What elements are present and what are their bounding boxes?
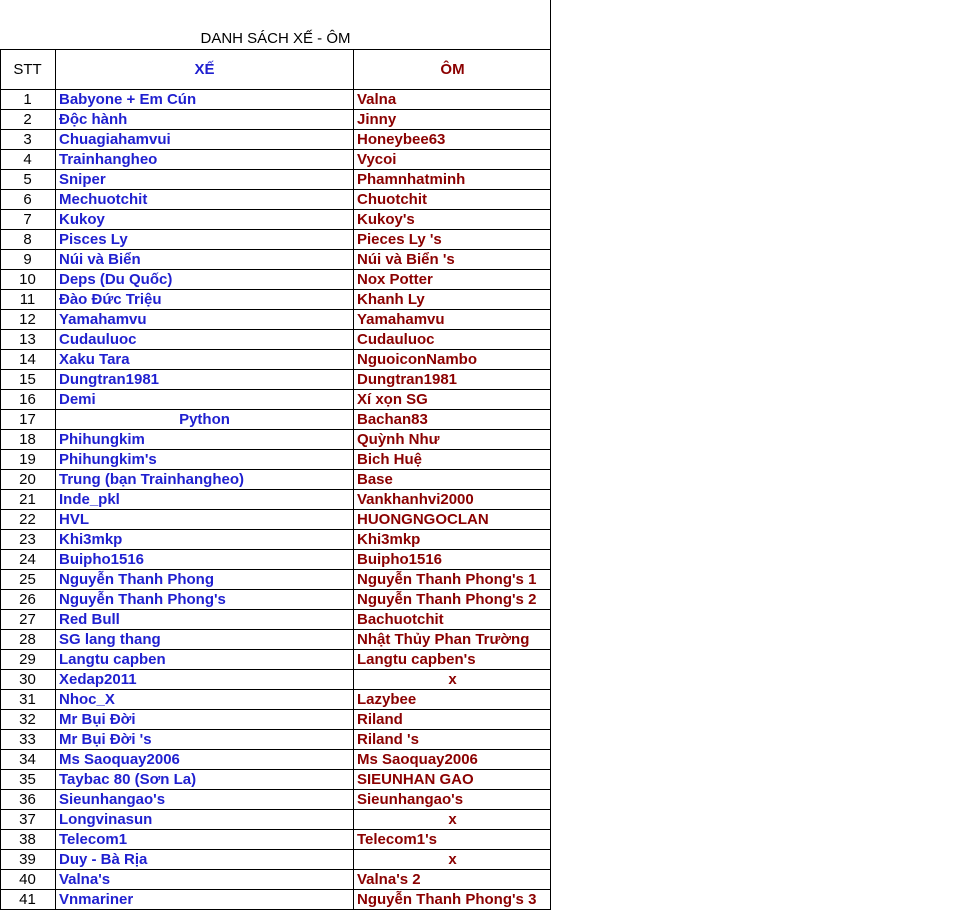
table-row xyxy=(0,730,551,750)
cell-om: Yamahamvu xyxy=(357,311,445,328)
cell-stt: 18 xyxy=(19,431,36,448)
cell-xe: Red Bull xyxy=(59,611,120,628)
cell-stt: 34 xyxy=(19,751,36,768)
table-row xyxy=(0,250,551,270)
cell-stt: 5 xyxy=(23,171,32,188)
cell-stt: 30 xyxy=(19,671,36,688)
cell-xe: Đào Đức Triệu xyxy=(59,291,162,308)
cell-xe: Dungtran1981 xyxy=(59,371,160,388)
cell-stt: 14 xyxy=(19,351,36,368)
cell-stt: 29 xyxy=(19,651,36,668)
cell-xe: Khi3mkp xyxy=(59,531,123,548)
cell-stt: 15 xyxy=(19,371,36,388)
cell-om: Bich Huệ xyxy=(357,451,423,468)
cell-om: Bachan83 xyxy=(357,411,428,428)
cell-om: Pieces Ly 's xyxy=(357,231,442,248)
cell-om: SIEUNHAN GAO xyxy=(357,771,474,788)
table-row xyxy=(0,430,551,450)
table-row xyxy=(0,190,551,210)
cell-stt: 32 xyxy=(19,711,36,728)
table-row xyxy=(0,150,551,170)
cell-stt: 37 xyxy=(19,811,36,828)
cell-xe: Cudauluoc xyxy=(59,331,137,348)
cell-stt: 24 xyxy=(19,551,36,568)
table-row xyxy=(0,890,551,910)
cell-stt: 2 xyxy=(23,111,32,128)
cell-xe: Sieunhangao's xyxy=(59,791,166,808)
cell-xe: Babyone + Em Cún xyxy=(59,91,197,108)
table-row xyxy=(0,670,551,690)
cell-om: Vankhanhvi2000 xyxy=(357,491,474,508)
table-row xyxy=(0,530,551,550)
cell-stt: 26 xyxy=(19,591,36,608)
table-row xyxy=(0,810,551,830)
cell-xe: SG lang thang xyxy=(59,631,161,648)
table-row xyxy=(0,610,551,630)
table-row xyxy=(0,570,551,590)
cell-xe: Duy - Bà Rịa xyxy=(59,851,148,868)
cell-om: Valna's 2 xyxy=(357,871,421,888)
cell-om: Valna xyxy=(357,91,397,108)
cell-xe: Núi và Biển xyxy=(59,251,141,268)
table-row xyxy=(0,770,551,790)
cell-stt: 41 xyxy=(19,891,36,908)
cell-om: Nguyễn Thanh Phong's 1 xyxy=(357,571,537,588)
cell-stt: 33 xyxy=(19,731,36,748)
cell-stt: 20 xyxy=(19,471,36,488)
cell-xe: Mr Bụi Đời xyxy=(59,711,136,728)
table-row xyxy=(0,450,551,470)
cell-stt: 8 xyxy=(23,231,32,248)
cell-om: Bachuotchit xyxy=(357,611,444,628)
cell-xe: Trainhangheo xyxy=(59,151,158,168)
table-row xyxy=(0,510,551,530)
table-row xyxy=(0,90,551,110)
table-row xyxy=(0,330,551,350)
table-row xyxy=(0,230,551,250)
table-row xyxy=(0,750,551,770)
cell-xe: Mechuotchit xyxy=(59,191,148,208)
cell-om: Chuotchit xyxy=(357,191,427,208)
cell-xe: Kukoy xyxy=(59,211,105,228)
cell-om: HUONGNGOCLAN xyxy=(357,511,489,528)
cell-stt: 4 xyxy=(23,151,32,168)
cell-stt: 6 xyxy=(23,191,32,208)
cell-stt: 40 xyxy=(19,871,36,888)
cell-stt: 13 xyxy=(19,331,36,348)
table-row xyxy=(0,830,551,850)
table-row xyxy=(0,110,551,130)
cell-om: x xyxy=(448,671,457,688)
header-om: ÔM xyxy=(440,61,465,78)
table-row xyxy=(0,870,551,890)
cell-om: Nguyễn Thanh Phong's 2 xyxy=(357,591,537,608)
cell-stt: 1 xyxy=(23,91,32,108)
cell-stt: 38 xyxy=(19,831,36,848)
table-row xyxy=(0,710,551,730)
cell-stt: 31 xyxy=(19,691,36,708)
cell-xe: Sniper xyxy=(59,171,106,188)
cell-xe: Taybac 80 (Sơn La) xyxy=(59,771,197,788)
table-row xyxy=(0,310,551,330)
cell-om: Vycoi xyxy=(357,151,397,168)
sheet-title: DANH SÁCH XẾ - ÔM xyxy=(200,30,351,47)
cell-om: x xyxy=(448,851,457,868)
cell-om: Riland 's xyxy=(357,731,419,748)
cell-stt: 25 xyxy=(19,571,36,588)
table-row xyxy=(0,490,551,510)
table-row xyxy=(0,270,551,290)
cell-stt: 9 xyxy=(23,251,32,268)
cell-stt: 39 xyxy=(19,851,36,868)
cell-xe: Python xyxy=(179,411,230,428)
cell-om: Riland xyxy=(357,711,403,728)
cell-stt: 21 xyxy=(19,491,36,508)
table-row xyxy=(0,650,551,670)
table-row xyxy=(0,550,551,570)
cell-xe: Trung (bạn Trainhangheo) xyxy=(59,471,244,488)
cell-om: Khi3mkp xyxy=(357,531,421,548)
cell-om: Xí xọn SG xyxy=(357,391,428,408)
cell-xe: Demi xyxy=(59,391,96,408)
cell-om: Lazybee xyxy=(357,691,417,708)
table-row xyxy=(0,130,551,150)
cell-om: Phamnhatminh xyxy=(357,171,466,188)
cell-om: Buipho1516 xyxy=(357,551,443,568)
cell-stt: 36 xyxy=(19,791,36,808)
cell-xe: Telecom1 xyxy=(59,831,128,848)
cell-xe: Langtu capben xyxy=(59,651,166,668)
cell-om: Dungtran1981 xyxy=(357,371,458,388)
cell-xe: Vnmariner xyxy=(59,891,134,908)
cell-xe: Valna's xyxy=(59,871,111,888)
cell-om: Núi và Biển 's xyxy=(357,251,455,268)
cell-om: Telecom1's xyxy=(357,831,437,848)
cell-xe: Deps (Du Quốc) xyxy=(59,271,173,288)
cell-xe: HVL xyxy=(59,511,89,528)
table-row xyxy=(0,690,551,710)
cell-stt: 12 xyxy=(19,311,36,328)
cell-xe: Phihungkim xyxy=(59,431,145,448)
cell-stt: 17 xyxy=(19,411,36,428)
cell-xe: Buipho1516 xyxy=(59,551,145,568)
cell-om: Base xyxy=(357,471,393,488)
cell-stt: 3 xyxy=(23,131,32,148)
table-row xyxy=(0,850,551,870)
cell-stt: 16 xyxy=(19,391,36,408)
cell-om: Quỳnh Như xyxy=(357,431,440,448)
table-row xyxy=(0,290,551,310)
table-row xyxy=(0,630,551,650)
cell-stt: 28 xyxy=(19,631,36,648)
cell-om: Kukoy's xyxy=(357,211,415,228)
cell-stt: 10 xyxy=(19,271,36,288)
cell-stt: 35 xyxy=(19,771,36,788)
cell-om: Jinny xyxy=(357,111,397,128)
cell-stt: 7 xyxy=(23,211,32,228)
cell-om: Langtu capben's xyxy=(357,651,476,668)
cell-xe: Nguyễn Thanh Phong xyxy=(59,571,214,588)
cell-om: Ms Saoquay2006 xyxy=(357,751,478,768)
cell-stt: 19 xyxy=(19,451,36,468)
cell-stt: 23 xyxy=(19,531,36,548)
table-row xyxy=(0,350,551,370)
cell-stt: 27 xyxy=(19,611,36,628)
table-row xyxy=(0,370,551,390)
table-row xyxy=(0,790,551,810)
cell-om: Nguyễn Thanh Phong's 3 xyxy=(357,891,537,908)
cell-om: Sieunhangao's xyxy=(357,791,464,808)
cell-om: NguoiconNambo xyxy=(357,351,477,368)
cell-xe: Ms Saoquay2006 xyxy=(59,751,180,768)
header-xe: XẾ xyxy=(194,61,215,78)
cell-stt: 22 xyxy=(19,511,36,528)
cell-xe: Xedap2011 xyxy=(59,671,137,688)
table-row xyxy=(0,410,551,430)
cell-om: Khanh Ly xyxy=(357,291,425,308)
cell-om: Nox Potter xyxy=(357,271,433,288)
cell-om: Cudauluoc xyxy=(357,331,435,348)
cell-xe: Độc hành xyxy=(59,111,128,128)
cell-xe: Inde_pkl xyxy=(59,491,120,508)
cell-om: Nhật Thủy Phan Trường xyxy=(357,631,530,648)
cell-xe: Nguyễn Thanh Phong's xyxy=(59,591,226,608)
table-row xyxy=(0,390,551,410)
table-row xyxy=(0,170,551,190)
cell-xe: Longvinasun xyxy=(59,811,153,828)
cell-stt: 11 xyxy=(19,291,36,308)
header-stt: STT xyxy=(13,61,42,78)
table-row xyxy=(0,470,551,490)
table-row xyxy=(0,590,551,610)
cell-om: Honeybee63 xyxy=(357,131,446,148)
cell-xe: Mr Bụi Đời 's xyxy=(59,731,152,748)
cell-xe: Xaku Tara xyxy=(59,351,130,368)
cell-xe: Phihungkim's xyxy=(59,451,157,468)
cell-xe: Yamahamvu xyxy=(59,311,147,328)
cell-xe: Nhoc_X xyxy=(59,691,115,708)
table-row xyxy=(0,210,551,230)
cell-xe: Pisces Ly xyxy=(59,231,128,248)
cell-xe: Chuagiahamvui xyxy=(59,131,171,148)
cell-om: x xyxy=(448,811,457,828)
